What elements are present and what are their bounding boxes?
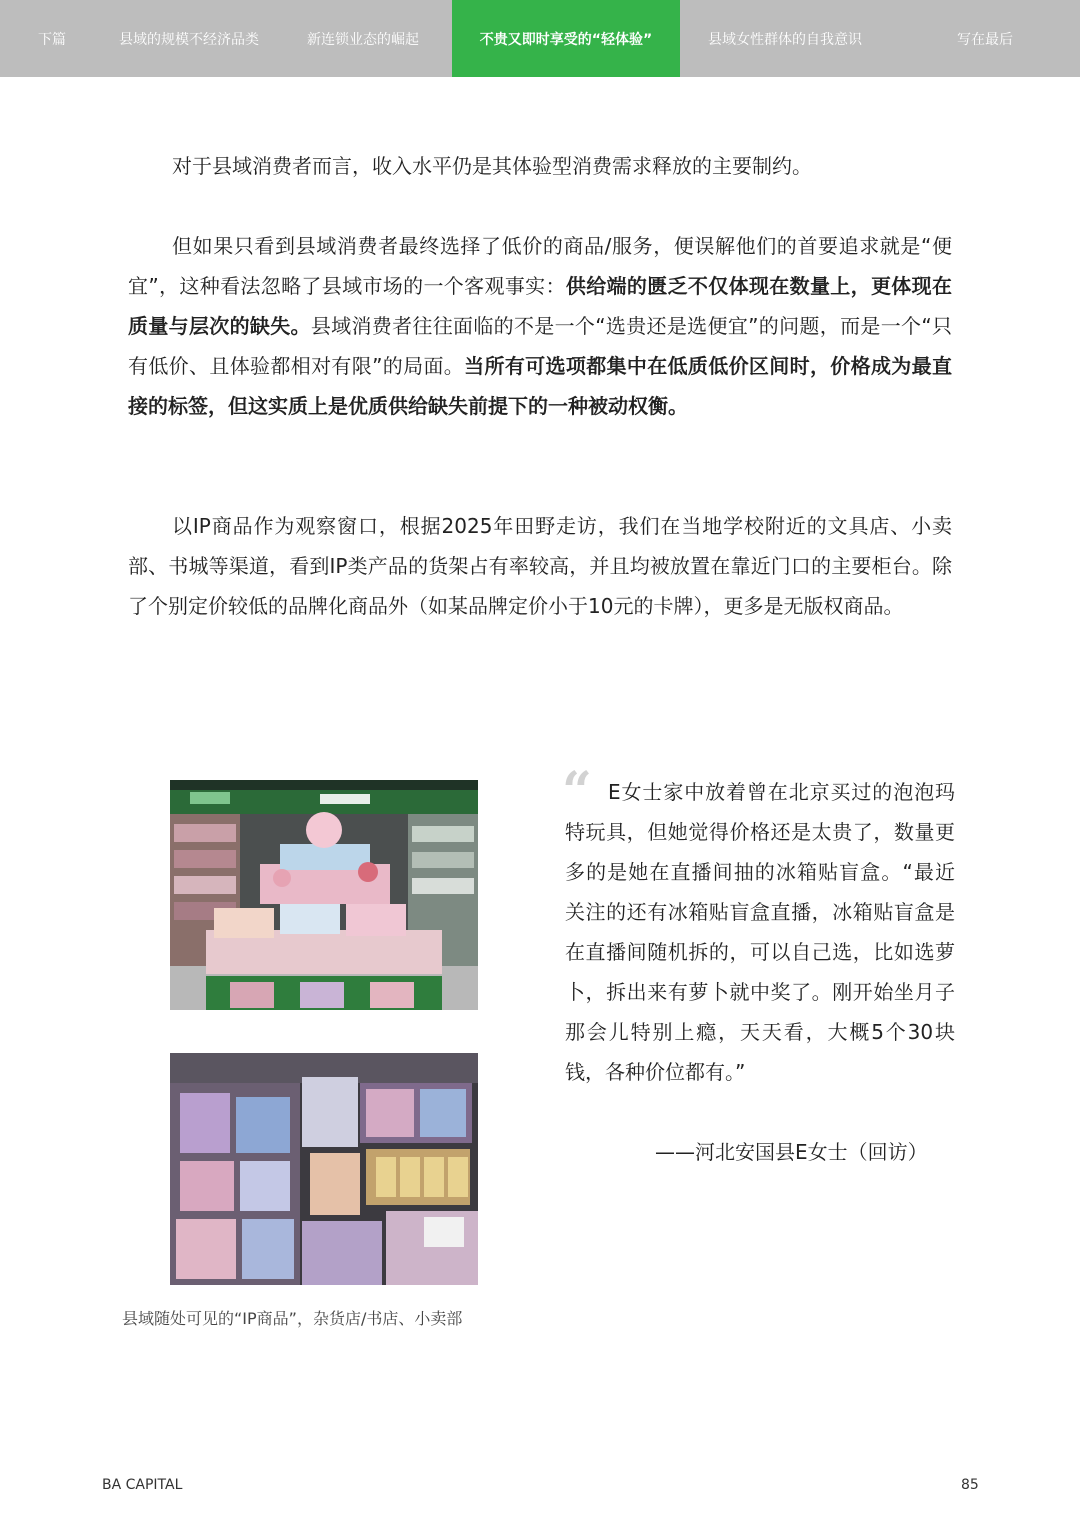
quote-attribution: ——河北安国县E女士（回访） (655, 1140, 928, 1164)
paragraph-text: 县域消费者往往面临的不是一个“选贵还是选便宜”的问题，而是一个“只有低价、且体验都相对有限”的局面。 (128, 314, 953, 378)
paragraph-text: 但如果只看到县域消费者最终选择了低价的商品/服务，便误解他们的首要追求就是“便宜”，这种看法忽略了县域市场的一个客观事实： (128, 234, 952, 298)
nav-tab-new-chain-formats[interactable]: 新连锁业态的崛起 (307, 31, 419, 48)
paragraph-ip-goods: 以IP商品作为观察窗口，根据2025年田野走访，我们在当地学校附近的文具店、小卖部、书城等渠道，看到IP类产品的货架占有率较高，并且均被放置在靠近门口的主要柜台。除了个别定价较低的品牌化商品外（如某品牌定价小于10元的卡牌），更多是无版权商品。 (128, 514, 952, 618)
emphasis-text: 当所有可选项都集中在低质低价区间时，价格成为最直接的标签，但这实质上是优质供给缺失前提下的一种被动权衡。 (128, 354, 952, 418)
paragraph-supply-shortage (128, 226, 952, 426)
interview-quote: E女士家中放着曾在北京买过的泡泡玛特玩具，但她觉得价格还是太贵了，数量更多的是她在直播间抽的冰箱贴盲盒。“最近关注的还有冰箱贴盲盒直播，冰箱贴盲盒是在直播间随机拆的，可以自己选，比如选萝卜，拆出来有萝卜就中奖了。刚开始坐月子那会儿特别上瘾，天天看，大概5个30块钱，各种价位都有。” (565, 780, 955, 1084)
photo-ip-merchandise-counter (170, 1053, 478, 1285)
figure-caption: 县域随处可见的“IP商品”，杂货店/书店、小卖部 (122, 1309, 463, 1328)
page-number: 85 (961, 1477, 979, 1493)
paragraph-income-constraint: 对于县域消费者而言，收入水平仍是其体验型消费需求释放的主要制约。 (172, 154, 812, 178)
nav-tab-light-experience[interactable]: 不贵又即时享受的“轻体验” (452, 0, 680, 77)
section-nav-bar (0, 0, 1080, 77)
nav-tab-women-self-awareness[interactable]: 县域女性群体的自我意识 (708, 31, 862, 48)
footer-brand: BA CAPITAL (102, 1477, 183, 1493)
photo-store-display-table (170, 780, 478, 1010)
nav-tab-part-two[interactable]: 下篇 (38, 31, 66, 48)
emphasis-text: 供给端的匮乏不仅体现在数量上，更体现在质量与层次的缺失。 (128, 274, 952, 338)
nav-tab-conclusion[interactable]: 写在最后 (957, 31, 1013, 48)
nav-tab-scale-diseconomy[interactable]: 县域的规模不经济品类 (119, 31, 259, 48)
quote-mark-icon: “ (562, 761, 592, 822)
